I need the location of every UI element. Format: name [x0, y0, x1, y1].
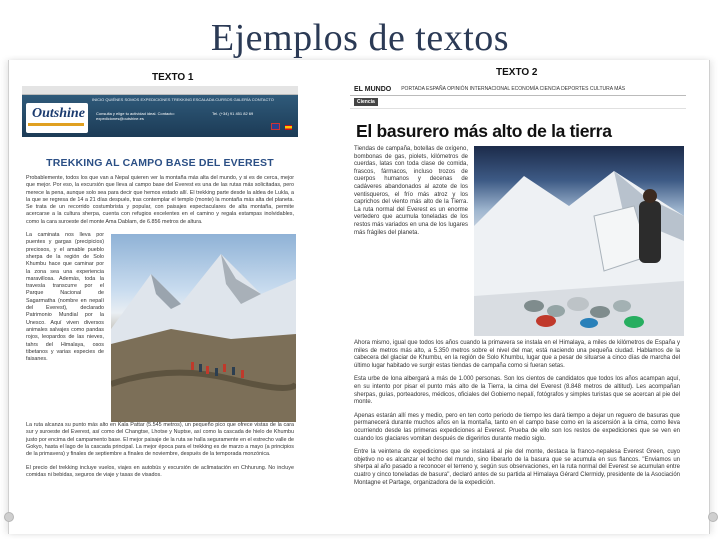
everest-garbage-photo	[474, 146, 684, 336]
section-tag[interactable]: Ciencia	[354, 98, 378, 106]
slide-title: Ejemplos de textos	[210, 17, 510, 59]
article-1-title: TREKKING AL CAMPO BASE DEL EVEREST	[46, 157, 274, 169]
site-logo-text: Outshine	[32, 106, 85, 121]
site-header	[22, 95, 298, 137]
section-bar	[350, 96, 686, 109]
newspaper-brand[interactable]: EL MUNDO	[354, 85, 392, 93]
newspaper-header	[350, 83, 686, 96]
article-1-paragraph: El precio del trekking incluye vuelos, viajes en autobús y excursión de aclimatación en Chhurung. No incluye comidas ni bebidas, seguros de viaje y tasas de visados.	[26, 464, 294, 478]
article-2-top	[354, 146, 686, 336]
text-1-webpage	[22, 86, 298, 526]
newspaper-nav[interactable]: PORTADA ESPAÑA OPINIÓN INTERNACIONAL ECONOMÍA CIENCIA DEPORTES CULTURA MÁS	[401, 86, 626, 92]
decorative-dot-right	[708, 512, 718, 522]
article-2-headline: El basurero más alto de la tierra	[356, 121, 612, 141]
article-1-split	[22, 232, 298, 422]
article-2-paragraph: Apenas estarán allí mes y medio, pero en ten corto periodo de tiempo les dará tiempo a dejar un reguero de basuras que permanecerá durante muchos años en la montaña, tanto en el campo base como en la ascensión a la cima, como lleva ocurriendo desde las primeras expediciones al Everest. Prueba de ello son los restos de expediciones que se ven en cuando los glaciares vomitan después de digerirlos durante medio siglo.	[354, 412, 680, 442]
text-2-newspaper	[350, 83, 686, 531]
everest-trekking-photo	[111, 234, 296, 422]
uk-flag-icon[interactable]	[271, 123, 280, 130]
article-2-paragraph: Tiendas de campaña, botellas de oxígeno, bombonas de gas, piolets, kilómetros de cuerdas, latas con toda clase de comida, frascos, fármacos, incluso trozos de cuerpos humanos y decenas de cadáveres abandonados al azote de los ventisqueros, el frío más atroz y los caprichos del viento más alto de la Tierra. La ruta normal del Everest es un enorme vertedero que acumula toneladas de los restos más variados en una de los lugares más frágiles del planeta.	[354, 146, 468, 236]
spain-flag-icon[interactable]	[285, 125, 292, 130]
text-label-2: TEXTO 2	[496, 67, 538, 78]
article-2-intro	[354, 146, 470, 336]
site-logo[interactable]	[26, 103, 88, 133]
article-2-paragraph: Entre la veintena de expediciones que se instalará al pie del monte, destaca la franco-nepalesa Everest Green, cuyo objetivo no es alcanzar el techo del mundo, sino liberarlo de la basura que se acumula en sus flancos. "Enviamos un sherpa al año pasado a reconocer el terreno y, según sus observaciones, en la ruta normal del Everest se acumulan entre cuatro y cinco toneladas de basura", declaró antes de su partida al Himalaya Gérard Clermidy, presidente de la Asociación Montagne et Partage, organizadora de la expedición.	[354, 449, 680, 486]
logo-swoosh-icon	[28, 123, 84, 126]
article-2-paragraph: Esta urbe de lona albergará a más de 1.000 personas. Son los cientos de candidatos que todos los años acampan aquí, en su intento por pisar el punto más alto de la Tierra, la cima del Everest (8.848 metros de altitud). Les acompañan sherpas, guías, porteadores, médicos, oficiales del Gobierno nepalí, fotógrafos y simples turistas que se acercan al pie del monte.	[354, 376, 680, 406]
decorative-dot-left	[4, 512, 14, 522]
site-contact: Tel. (+34) 91 451 82 69	[212, 111, 254, 116]
language-flags[interactable]	[270, 117, 292, 135]
article-1-paragraph: Probablemente, todos los que van a Nepal quieren ver la montaña más alta del mundo, y si es de cerca, mejor que mejor. Por eso, la excursión que lleva al campo base del Everest es una de las rutas más solicitadas, pero merece la pena, aunque solo sea para decir que hemos estado allí. El trekking parte desde la aldea de Lukla, a la que se regresa de 14 a 21 días después, tras contemplar el templo (monte) la montaña más alta del planeta. Se trata de un recorrido costumbrista y popular, con paisajes espectaculares de alta montaña, permite acercarse a la cultura sherpa, cuenta con refugios excelentes en el camino y regala estampas inolvidables, como la cara suroeste del monte Ama Dablam, de 6.856 metros de altura.	[26, 175, 294, 225]
article-2-paragraph: Ahora mismo, igual que todos los años cuando la primavera se instala en el Himalaya, a miles de kilómetros de España y miles de metros más alto, a 5.350 metros sobre el nivel del mar, está naciendo una pequeña ciudad. Hablamos de la cabecera del glaciar de Khumbu, en la región de Solo Khumbu, lugar que a pesar de situarse a cinco días de marcha del último lugar habitado ve surgir estas tiendas de campaña como si fueran setas.	[354, 340, 680, 369]
article-1-paragraph: La ruta alcanza su punto más alto en Kala Pattar (5.545 metros), un pequeño pico que ofrece vistas de la cara sur y suroeste del Everest, así como del Changtse, Lhotse y Nuptse, así como la cascada de hielo de Khumbu justo por encima del campamento base. El mejor paisaje de la ruta se halla seguramente en el estrecho valle de Gokyo, hasta el lago de la cascada principal. La mejor época para el trekking es de marzo a mayo (a principios de la primavera) y finales de septiembre a finales de noviembre, después de la temporada monzónica.	[26, 422, 294, 458]
article-1-paragraph: La caminata nos lleva por puentes y gargas (precipicios) preciosos, y el amable pueblo sherpa de la región de Solo Khumbu hace que caminar por la zona sea una experiencia maravillosa. Además, toda la travesía transcurre por el Parque Nacional de Sagarmatha (nombre en nepalí del Everest), declarado Patrimonio Mundial por la Unesco. Aquí viven diversos animales salvajes como pandas rojos, leopardos de las nieves, tahrs del Himalaya, osos tibetanos y varias especies de faisanes.	[26, 232, 104, 363]
site-nav[interactable]: INICIO QUIÉNES SOMOS EXPEDICIONES TREKKING ESCALADA CURSOS GALERÍA CONTACTO	[92, 97, 274, 102]
browser-toolbar	[22, 86, 298, 95]
article-1-column	[22, 232, 106, 422]
site-promo: Consulta y elige tu actividad ideal. Contacto: expediciones@outshine.es	[96, 111, 175, 121]
text-label-1: TEXTO 1	[152, 72, 194, 83]
